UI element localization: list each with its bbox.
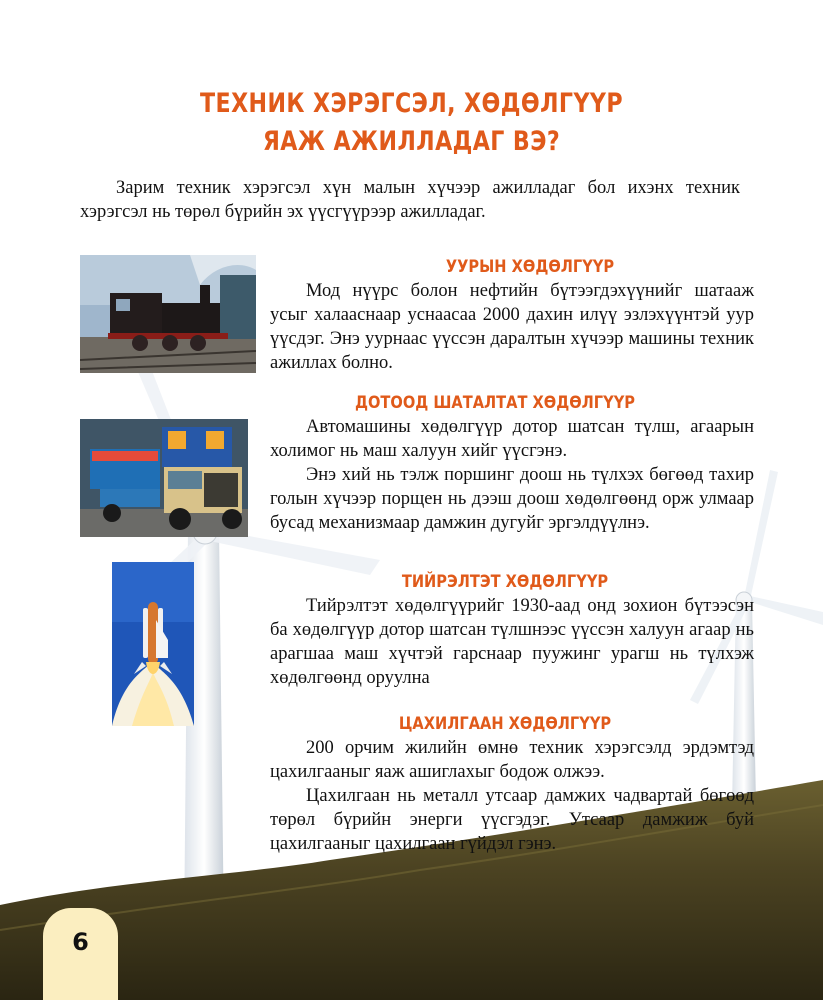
section-paragraph: Автомашины хөдөлгүүр дотор шатсан түлш, агаарын холимог нь маш халуун хийг үүсгэнэ. xyxy=(270,417,754,461)
section-title: ЦАХИЛГААН ХӨДӨЛГҮҮР xyxy=(398,714,612,734)
space-shuttle-launch-photo xyxy=(112,562,194,726)
section-title: УУРЫН ХӨДӨЛГҮҮР xyxy=(445,257,615,277)
section-electric-motor xyxy=(270,714,754,856)
section-paragraph: Энэ хий нь тэлж поршинг доош нь түлхэх бөгөөд тахир голын хүчээр порщен нь дээш доош хөдөлгөөнд орж улмаар бусад механизмаар дамжин дугуйг эргэлдүүлнэ. xyxy=(270,465,754,533)
section-paragraph: Цахилгаан нь металл утсаар дамжих чадвартай бөгөөд төрөл бүрийн энерги үүсгэдэг. Утсаар дамжиж буй цахилгааныг цахилгаан гүйдэл гэнэ. xyxy=(270,786,754,854)
page-number: 6 xyxy=(72,928,89,956)
intro-paragraph: Зарим техник хэрэгсэл хүн малын хүчээр ажилладаг бол ихэнх техник хэрэгсэл нь төрөл бүрийн эх үүсгүүрээр ажилладаг. xyxy=(80,178,740,222)
title-line-2: ЯАЖ АЖИЛЛАДАГ ВЭ? xyxy=(262,126,561,157)
truck-photo xyxy=(80,419,248,537)
section-title: ДОТООД ШАТАЛТАТ ХӨДӨЛГҮҮР xyxy=(354,393,636,413)
section-paragraph: Тийрэлтэт хөдөлгүүрийг 1930-аад онд зохион бүтээсэн ба хөдөлгүүр дотор шатсан түлшнээс үүссэн халуун агаар нь арагшаа маш хүчтэй гарснаар пуужинг урагш нь түлхэж хөдөлгөөнд оруулна xyxy=(270,596,754,688)
title-line-1: ТЕХНИК ХЭРЭГСЭЛ, ХӨДӨЛГҮҮР xyxy=(200,88,623,119)
section-paragraph: Мод нүүрс болон нефтийн бүтээгдэхүүнийг шатааж усыг халааснаар уснаасаа 2000 дахин илүү эзлэхүүнтэй уур үүсдэг. Энэ уурнаас үүссэн даралтын хүчээр машины техник ажиллах болно. xyxy=(270,281,754,373)
section-steam-engine xyxy=(270,257,754,375)
section-paragraph: 200 орчим жилийн өмнө техник хэрэгсэлд эрдэмтэд цахилгааныг яаж ашиглахыг бодож олжээ. xyxy=(270,738,754,782)
section-internal-combustion xyxy=(270,393,754,535)
section-jet-engine xyxy=(270,572,754,690)
section-title: ТИЙРЭЛТЭТ ХӨДӨЛГҮҮР xyxy=(401,572,609,592)
steam-locomotive-photo xyxy=(80,255,256,373)
page-title xyxy=(0,85,823,161)
